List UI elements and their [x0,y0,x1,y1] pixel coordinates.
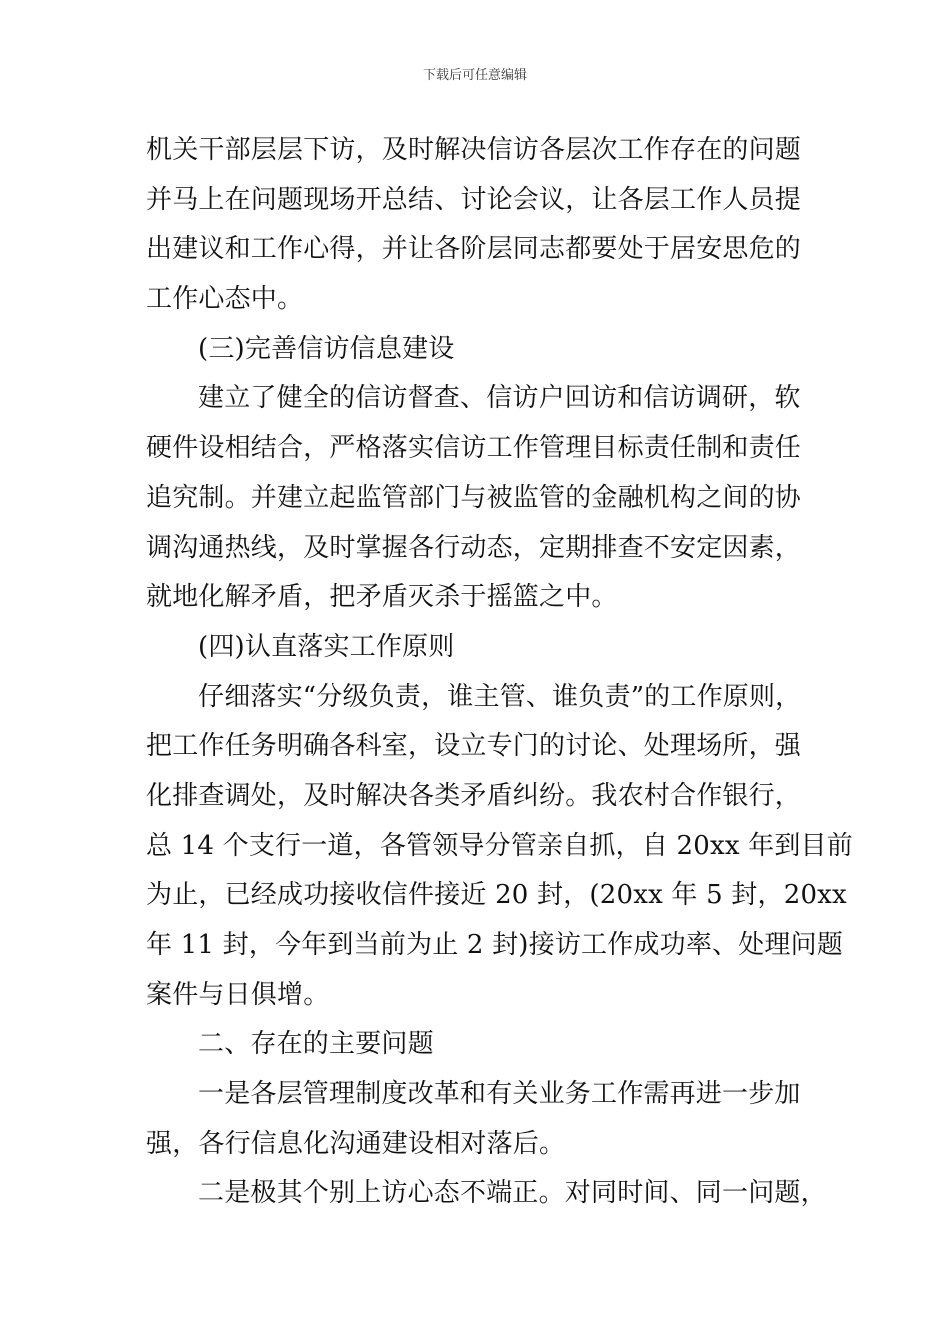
text-line: 机关干部层层下访，及时解决信访各层次工作存在的问题 [146,135,802,165]
text-line: 案件与日俱增。 [146,979,330,1010]
text-line: 就地化解矛盾，把矛盾灭杀于摇篮之中。 [146,582,618,613]
text-line: 二是极其个别上访心态不端正。对同时间、同一问题， [198,1178,827,1209]
text-line: 并马上在问题现场开总结、讨论会议，让各层工作人员提 [146,184,802,215]
document-body [146,126,853,1219]
page-header: 下载后可任意编辑 [422,68,527,83]
text-line: 年 11 封，今年到当前为止 2 封)接访工作成功率、处理问题 [146,930,844,960]
section-heading: (四)认直落实工作原则 [198,631,455,662]
text-line: 一是各层管理制度改革和有关业务工作需再进一步加 [198,1079,801,1110]
section-heading: 二、存在的主要问题 [198,1029,434,1060]
text-line: 仔细落实“分级负责，谁主管、谁负责”的工作原则， [198,681,802,712]
section-heading: (三)完善信访信息建设 [198,333,455,364]
text-line: 强，各行信息化沟通建设相对落后。 [146,1128,566,1159]
text-line: 工作心态中。 [146,284,304,315]
text-line: 追究制。并建立起监管部门与被监管的金融机构之间的协 [146,482,802,513]
text-line: 出建议和工作心得，并让各阶层同志都要处于居安思危的 [146,234,802,265]
text-line: 把工作任务明确各科室，设立专门的讨论、处理场所，强 [146,731,802,762]
text-line: 建立了健全的信访督查、信访户回访和信访调研，软 [198,383,801,414]
text-line: 调沟通热线，及时掌握各行动态，定期排查不安定因素， [146,532,802,563]
text-line: 硬件设相结合，严格落实信访工作管理目标责任制和责任 [146,433,802,464]
text-line: 为止，已经成功接收信件接近 20 封，(20xx 年 5 封，20xx [146,880,847,911]
text-line: 总 14 个支行一道，各管领导分管亲自抓，自 20xx 年到目前 [146,830,853,861]
text-line: 化排查调处，及时解决各类矛盾纠纷。我农村合作银行， [146,780,802,811]
